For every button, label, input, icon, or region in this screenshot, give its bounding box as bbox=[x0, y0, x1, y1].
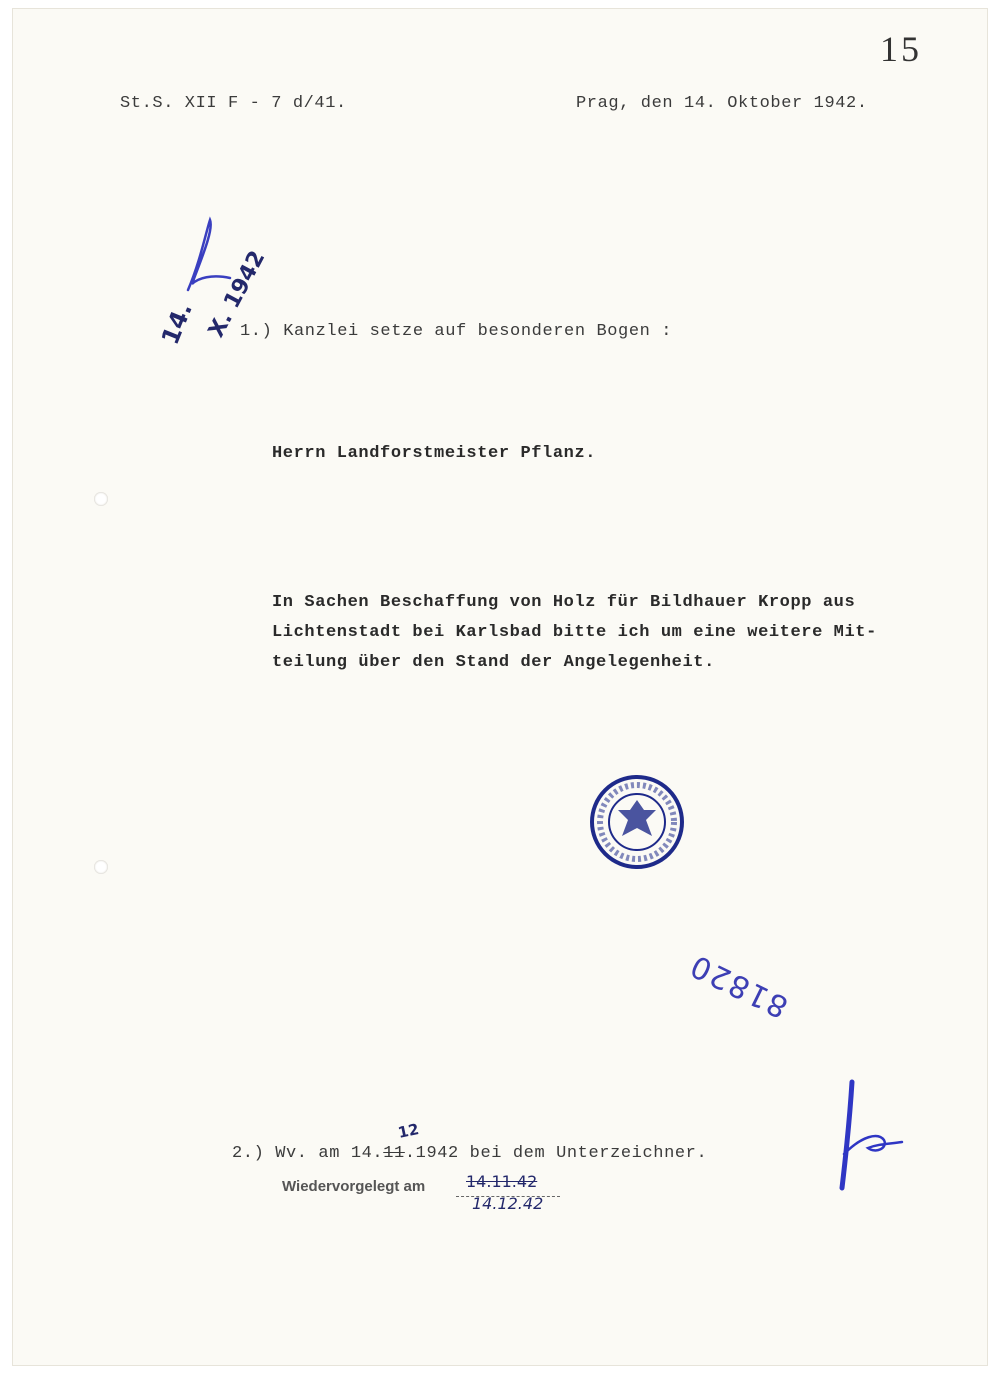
punch-hole bbox=[94, 492, 108, 506]
page-number: 15 bbox=[880, 29, 922, 69]
place-date: Prag, den 14. Oktober 1942. bbox=[576, 94, 868, 113]
official-seal-stamp bbox=[584, 770, 690, 879]
archive-number: 81820 bbox=[683, 946, 794, 1025]
item2-text-before: 2.) Wv. am 14. bbox=[232, 1144, 384, 1163]
body-line: teilung über den Stand der Angelegenheit. bbox=[272, 653, 715, 672]
receipt-month-year: X. 1942 bbox=[204, 246, 271, 342]
item2-resubmission-note bbox=[232, 1144, 707, 1163]
item2-text-after: .1942 bei dem Unterzeichner. bbox=[404, 1144, 708, 1163]
struck-resubmission-date bbox=[466, 1172, 537, 1191]
file-reference: St.S. XII F - 7 d/41. bbox=[120, 94, 347, 113]
struck-date-text: 14.11.42 bbox=[466, 1172, 538, 1191]
body-line: Lichtenstadt bei Karlsbad bitte ich um eine weitere Mit- bbox=[272, 623, 877, 642]
receipt-day: 14. bbox=[156, 298, 198, 349]
struck-month: 11 bbox=[383, 1144, 405, 1163]
punch-hole bbox=[94, 860, 108, 874]
month-correction: 12 bbox=[396, 1120, 421, 1142]
pencil-signature-mark bbox=[822, 1074, 912, 1199]
addressee: Herrn Landforstmeister Pflanz. bbox=[272, 444, 597, 463]
new-resubmission-date: 14.12.42 bbox=[472, 1194, 544, 1213]
item1-instruction: 1.) Kanzlei setze auf besonderen Bogen : bbox=[240, 322, 673, 341]
body-line: In Sachen Beschaffung von Holz für Bildhauer Kropp aus bbox=[272, 593, 856, 612]
resubmission-stamp-label: Wiedervorgelegt am bbox=[282, 1178, 426, 1195]
